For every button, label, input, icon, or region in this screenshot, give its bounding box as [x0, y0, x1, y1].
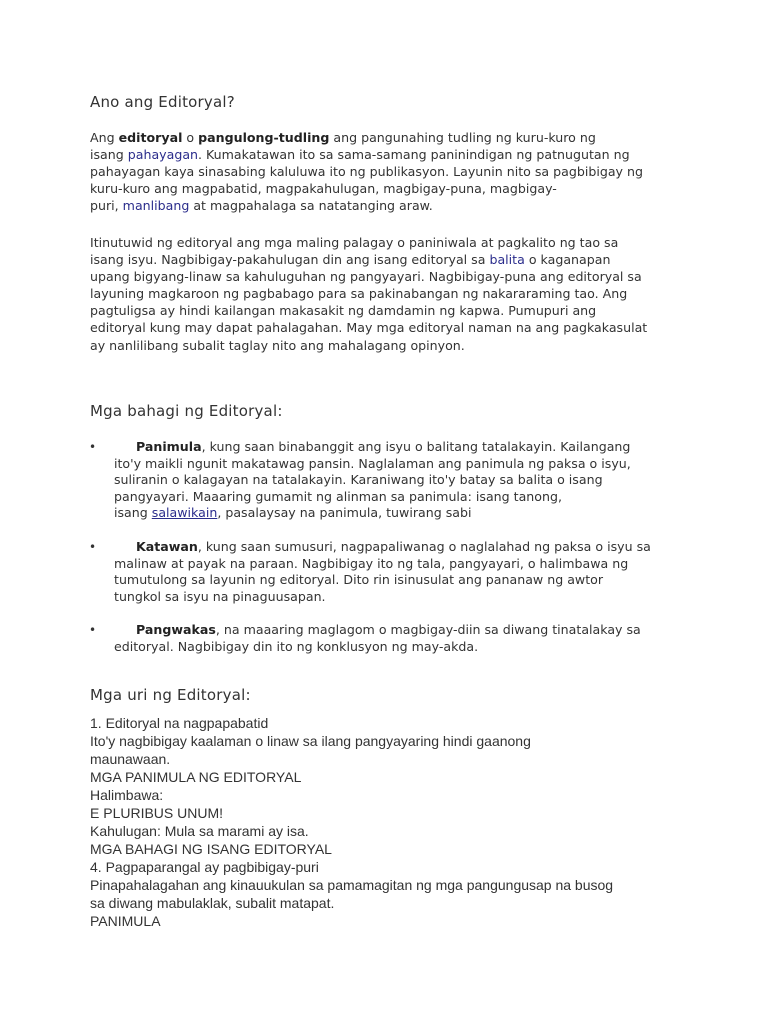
link-salawikain[interactable]: salawikain [151, 505, 218, 521]
bullet-marker: • [89, 623, 97, 637]
types-list [90, 714, 690, 930]
heading-mga-bahagi: Mga bahagi ng Editoryal: [90, 402, 283, 420]
link-pahayagan[interactable]: pahayagan [127, 147, 199, 163]
heading-ano-ang-editoryal: Ano ang Editoryal? [90, 93, 235, 111]
text-line: MGA PANIMULA NG EDITORYAL [90, 769, 302, 785]
term-pangulong-tudling: pangulong-tudling [198, 130, 330, 145]
paragraph-purpose: Itinutuwid ng editoryal ang mga maling palagay o paniniwala at pagkalito ng tao sa isang isyu. Nagbibigay-pakahulugan din ang isang editoryal sa balita o kaganapan upang bigyang-linaw sa kahuluguhan ng pangyayari. Nagbibigay-puna ang editoryal sa layuning magkaroon ng pagbabago para sa pakinabangan ng nakararaming tao. Ang pagtuligsa ay hindi kailangan makasakit ng damdamin ng kapwa. Pumupuri ang editoryal kung may dapat pahalagahan. May mga editoryal naman na ang pagkakasulat ay nanlilibang subalit taglay nito ang mahalagang opinyon. [90, 235, 648, 353]
heading-mga-uri: Mga uri ng Editoryal: [90, 686, 251, 704]
paragraph-definition: Ang editoryal o pangulong-tudling ang pangunahing tudling ng kuru-kuro ng isang pahayagan. Kumakatawan ito sa sama-samang paninindigan ng patnugutan ng pahayagan kaya sinasabing kaluluwa ito ng publikasyon. Layunin nito sa pagbibigay ng kuru-kuro ang magpabatid, magpakahulugan, magbigay-puna, magbigay- puri, manlibang at magpahalaga sa natatanging araw. [90, 130, 643, 214]
text-line: E PLURIBUS UNUM! [90, 805, 224, 821]
term-editoryal: editoryal [118, 130, 183, 145]
term-panimula: Panimula [136, 439, 202, 454]
term-katawan: Katawan [136, 539, 198, 554]
link-balita[interactable]: balita [489, 252, 525, 268]
bullet-marker: • [89, 440, 97, 454]
text-line: Ito'y nagbibigay kaalaman o linaw sa ilang pangyayaring hindi gaanong [90, 733, 531, 749]
text-line: sa diwang mabulaklak, subalit matapat. [90, 895, 335, 911]
text-line: Pinapahalagahan ang kinauukulan sa pamamagitan ng mga pangungusap na busog [90, 877, 614, 893]
text-line: maunawaan. [90, 751, 171, 767]
term-pangwakas: Pangwakas [136, 622, 216, 637]
bullet-marker: • [89, 540, 97, 554]
link-manlibang[interactable]: manlibang [122, 198, 190, 214]
text-line: PANIMULA [90, 913, 161, 929]
list-item-pangwakas: Pangwakas, na maaaring maglagom o magbigay-diin sa diwang tinatalakay sa editoryal. Nagbibigay din ito ng konklusyon ng may-akda. [114, 622, 641, 654]
list-item-panimula: Panimula, kung saan binabanggit ang isyu o balitang tatalakayin. Kailangang ito'y maikli ngunit makatawag pansin. Naglalaman ang panimula ng paksa o isyu, suliranin o kalagayan na tatalakayin. Karaniwang ito'y batay sa balita o isang pangyayari. Maaaring gumamit ng alinman sa panimula: isang tanong, isang salawikain, pasalaysay na panimula, tuwirang sabi [114, 439, 631, 521]
list-item-katawan: Katawan, kung saan sumusuri, nagpapaliwanag o naglalahad ng paksa o isyu sa malinaw at payak na paraan. Nagbibigay ito ng tala, pangyayari, o halimbawa ng tumutulong sa layunin ng editoryal. Dito rin isinusulat ang pananaw ng awtor tungkol sa isyu na pinaguusapan. [114, 539, 651, 604]
text-line: Kahulugan: Mula sa marami ay isa. [90, 823, 309, 839]
text-line: 4. Pagpaparangal ay pagbibigay-puri [90, 859, 319, 875]
text-line: Halimbawa: [90, 787, 164, 803]
text-line: 1. Editoryal na nagpapabatid [90, 715, 269, 731]
text-line: MGA BAHAGI NG ISANG EDITORYAL [90, 841, 332, 857]
